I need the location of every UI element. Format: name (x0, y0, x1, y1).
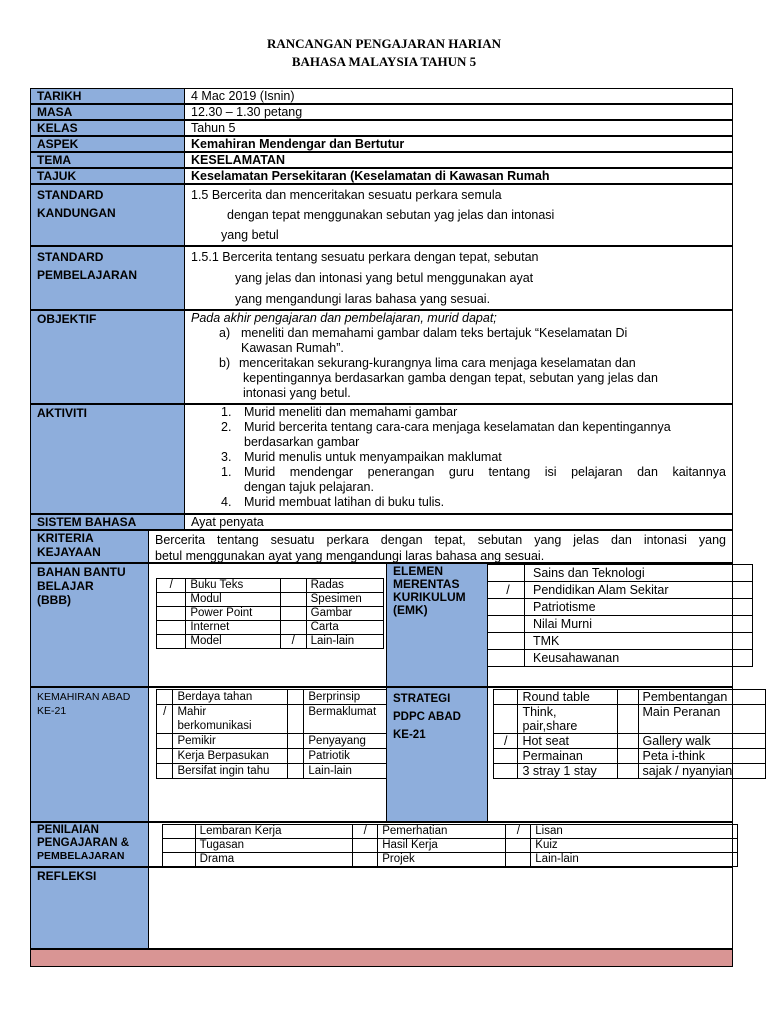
aktiviti-item-number: 3. (221, 450, 232, 464)
abad-option: Berprinsip (304, 690, 392, 705)
strategi-checkbox[interactable] (618, 734, 638, 749)
sk-line2: dengan tepat menggunakan sebutan yag jelas dan intonasi (227, 208, 555, 222)
abad-option: Bersifat ingin tahu (173, 764, 288, 779)
aktiviti-item-text: Murid meneliti dan memahami gambar (244, 405, 458, 419)
aktiviti-item (191, 450, 726, 465)
refleksi-label: REFLEKSI (30, 867, 149, 949)
abad-row (157, 749, 392, 764)
bbb-label-line2: BELAJAR (37, 579, 94, 593)
bbb-option: Spesimen (306, 593, 383, 607)
penilaian-checkbox[interactable]: / (506, 825, 531, 839)
bbb-option: Modul (186, 593, 281, 607)
emk-row (488, 633, 753, 650)
abad-label-line1: KEMAHIRAN ABAD (37, 691, 131, 703)
aktiviti-item-text: Murid bercerita tentang cara-cara menjaga keselamatan dan kepentingannya (244, 420, 671, 434)
sp-line2: yang jelas dan intonasi yang betul menggunakan ayat (235, 271, 534, 285)
strategi-row (494, 749, 766, 764)
penilaian-checkbox[interactable]: / (353, 825, 378, 839)
aktiviti-item-text: Murid mendengar penerangan guru tentang isi pelajaran dan kaitannya (244, 465, 726, 479)
abad-checkbox[interactable] (157, 734, 173, 749)
strategi-checkbox[interactable] (618, 764, 638, 779)
strategi-row (494, 764, 766, 779)
strategi-option: Permainan (518, 749, 618, 764)
abad-row (157, 734, 392, 749)
strategi-checkbox[interactable] (618, 749, 638, 764)
sk-label-line1: STANDARD (37, 188, 104, 202)
abad-checkbox[interactable]: / (157, 705, 173, 734)
aktiviti-item-number: 4. (221, 495, 232, 509)
penilaian-checkbox[interactable] (353, 839, 378, 853)
strategi-option: Gallery walk (638, 734, 765, 749)
sp-line3: yang mengandungi laras bahasa yang sesuai. (235, 292, 491, 306)
objektif-a-mark: a) (219, 326, 231, 340)
penilaian-option: Projek (378, 853, 506, 867)
tarikh-label: TARIKH (30, 88, 185, 104)
emk-label-line3: KURIKULUM (393, 590, 466, 604)
penilaian-label-line1: PENILAIAN (37, 824, 99, 836)
penilaian-checkbox[interactable] (163, 825, 196, 839)
penilaian-option: Pemerhatian (378, 825, 506, 839)
penilaian-row (163, 853, 738, 867)
objektif-b-mark: b) (219, 356, 231, 370)
aktiviti-item-number: 1. (221, 465, 232, 479)
aktiviti-item (191, 465, 726, 480)
abad-checkbox[interactable] (288, 705, 304, 734)
bbb-row (157, 607, 384, 621)
sp-label-line1: STANDARD (37, 250, 104, 264)
objektif-b-line1: menceritakan sekurang-kurangnya lima cara menjaga keselamatan dan (239, 356, 636, 370)
abad-option: Lain-lain (304, 764, 392, 779)
aktiviti-item-text: dengan tajuk pelajaran. (244, 480, 374, 494)
penilaian-option: Lain-lain (531, 853, 738, 867)
penilaian-checkbox[interactable] (353, 853, 378, 867)
aktiviti-value (184, 404, 733, 514)
abad-checkbox[interactable] (288, 749, 304, 764)
strategi-checkbox[interactable]: / (494, 734, 518, 749)
sp-label (30, 246, 185, 310)
emk-label-line2: MERENTAS (393, 577, 460, 591)
penilaian-option: Tugasan (195, 839, 353, 853)
strategi-label (386, 687, 488, 822)
penilaian-option: Lembaran Kerja (195, 825, 353, 839)
bbb-checkbox[interactable] (157, 621, 186, 635)
page-title: RANCANGAN PENGAJARAN HARIAN (267, 36, 501, 51)
abad-row (157, 690, 392, 705)
bbb-label-line1: BAHAN BANTU (37, 565, 126, 579)
emk-option: Nilai Murni (525, 616, 753, 633)
abad-option: Kerja Berpasukan (173, 749, 288, 764)
emk-table (487, 564, 753, 667)
kriteria-value (148, 530, 733, 563)
kriteria-label (30, 530, 149, 563)
objektif-a-line1: meneliti dan memahami gambar dalam teks bertajuk “Keselamatan Di (241, 326, 628, 340)
bbb-row (157, 635, 384, 649)
aktiviti-label: AKTIVITI (30, 404, 185, 514)
strategi-checkbox[interactable] (494, 690, 518, 705)
masa-value: 12.30 – 1.30 petang (184, 104, 733, 120)
strategi-row (494, 690, 766, 705)
penilaian-option: Hasil Kerja (378, 839, 506, 853)
aktiviti-item (191, 480, 726, 495)
abad-option: Mahir berkomunikasi (173, 705, 288, 734)
strategi-option: 3 stray 1 stay (518, 764, 618, 779)
sk-label (30, 184, 185, 246)
objektif-b-line3: intonasi yang betul. (243, 386, 351, 400)
bbb-label (30, 563, 149, 687)
sk-line1: 1.5 Bercerita dan menceritakan sesuatu perkara semula (191, 188, 502, 202)
bbb-option: Power Point (186, 607, 281, 621)
penilaian-option: Lisan (531, 825, 738, 839)
aktiviti-list (191, 405, 726, 510)
strategi-checkbox[interactable] (494, 764, 518, 779)
penilaian-row (163, 825, 738, 839)
bbb-row (157, 621, 384, 635)
strategi-checkbox[interactable] (494, 705, 518, 734)
sk-label-line2: KANDUNGAN (37, 206, 116, 220)
penilaian-label-line3: PEMBELAJARAN (37, 850, 125, 862)
aktiviti-item (191, 435, 726, 450)
strategi-checkbox[interactable] (494, 749, 518, 764)
aktiviti-item-text: Murid membuat latihan di buku tulis. (244, 495, 445, 509)
footer-band (30, 949, 733, 967)
emk-option: Pendidikan Alam Sekitar (525, 582, 753, 599)
bbb-checkbox[interactable] (157, 607, 186, 621)
strategi-label-line3: KE-21 (393, 729, 426, 741)
sk-value (184, 184, 733, 246)
sp-value (184, 246, 733, 310)
emk-option: Patriotisme (525, 599, 753, 616)
emk-label-line4: (EMK) (393, 603, 428, 617)
strategi-row (494, 734, 766, 749)
penilaian-checkbox[interactable] (506, 839, 531, 853)
objektif-b-line2: kepentingannya berdasarkan gamba dengan tepat, sebutan yang jelas dan (243, 371, 658, 385)
emk-row (488, 565, 753, 582)
sp-line1: 1.5.1 Bercerita tentang sesuatu perkara dengan tepat, sebutan (191, 250, 539, 264)
bbb-option: Internet (186, 621, 281, 635)
sk-line3: yang betul (221, 228, 279, 242)
penilaian-checkbox[interactable] (163, 839, 196, 853)
penilaian-row (163, 839, 738, 853)
objektif-intro: Pada akhir pengajaran dan pembelajaran, murid dapat; (191, 311, 497, 325)
abad-checkbox[interactable] (157, 749, 173, 764)
bbb-option: Buku Teks (186, 579, 281, 593)
kelas-value: Tahun 5 (184, 120, 733, 136)
abad-checkbox[interactable] (157, 690, 173, 705)
bbb-checkbox[interactable] (157, 593, 186, 607)
tajuk-value: Keselamatan Persekitaran (Keselamatan di Kawasan Rumah (184, 168, 733, 184)
strategi-option: Hot seat (518, 734, 618, 749)
abad-label-line2: KE-21 (37, 705, 67, 717)
bbb-checkbox[interactable] (280, 579, 306, 593)
objektif-a-line2: Kawasan Rumah”. (241, 341, 344, 355)
sistem-label: SISTEM BAHASA (30, 514, 185, 530)
tema-label: TEMA (30, 152, 185, 168)
sistem-value: Ayat penyata (184, 514, 733, 530)
penilaian-option: Drama (195, 853, 353, 867)
bbb-table (156, 578, 384, 649)
aspek-label: ASPEK (30, 136, 185, 152)
abad-row (157, 764, 392, 779)
abad-row (157, 705, 392, 734)
kelas-label: KELAS (30, 120, 185, 136)
kriteria-label-line2: KEJAYAAN (37, 545, 101, 559)
penilaian-checkbox[interactable] (163, 853, 196, 867)
bbb-row (157, 593, 384, 607)
aktiviti-item (191, 405, 726, 420)
emk-checkbox[interactable] (488, 650, 525, 667)
bbb-checkbox[interactable]: / (280, 635, 306, 649)
abad-table (156, 689, 392, 779)
aktiviti-item (191, 420, 726, 435)
penilaian-table (162, 824, 738, 867)
bbb-option: Carta (306, 621, 383, 635)
emk-label-line1: ELEMEN (393, 564, 444, 578)
abad-option: Bermaklumat (304, 705, 392, 734)
objektif-value (184, 310, 733, 404)
strategi-option: sajak / nyanyian (638, 764, 765, 779)
tarikh-value: 4 Mac 2019 (Isnin) (184, 88, 733, 104)
strategi-option: Peta i-think (638, 749, 765, 764)
abad-option: Penyayang (304, 734, 392, 749)
refleksi-area[interactable] (148, 867, 733, 949)
bbb-option: Gambar (306, 607, 383, 621)
strategi-option: Round table (518, 690, 618, 705)
aktiviti-item-number: 1. (221, 405, 232, 419)
bbb-option: Radas (306, 579, 383, 593)
penilaian-label (30, 822, 149, 867)
masa-label: MASA (30, 104, 185, 120)
abad-option: Patriotik (304, 749, 392, 764)
penilaian-option: Kuiz (531, 839, 738, 853)
page-subtitle: BAHASA MALAYSIA TAHUN 5 (291, 54, 477, 69)
aktiviti-item-text: Murid menulis untuk menyampaikan maklumat (244, 450, 502, 464)
penilaian-checkbox[interactable] (506, 853, 531, 867)
bbb-checkbox[interactable]: / (157, 579, 186, 593)
kriteria-line1: Bercerita tentang sesuatu perkara dengan tepat, sebutan yang jelas dan intonasi yang (155, 533, 726, 547)
emk-checkbox[interactable] (488, 599, 525, 616)
bbb-checkbox[interactable] (280, 621, 306, 635)
tajuk-label: TAJUK (30, 168, 185, 184)
objektif-label: OBJEKTIF (30, 310, 185, 404)
abad-checkbox[interactable] (288, 764, 304, 779)
strategi-label-line1: STRATEGI (393, 693, 451, 705)
strategi-label-line2: PDPC ABAD (393, 711, 461, 723)
emk-row (488, 616, 753, 633)
emk-row (488, 582, 753, 599)
emk-checkbox[interactable] (488, 616, 525, 633)
strategi-option: Main Peranan (638, 705, 765, 734)
abad-checkbox[interactable] (288, 734, 304, 749)
sp-label-line2: PEMBELAJARAN (37, 268, 138, 282)
emk-option: Keusahawanan (525, 650, 753, 667)
strategi-option: Pembentangan (638, 690, 765, 705)
penilaian-label-line2: PENGAJARAN & (37, 837, 130, 849)
abad-option: Berdaya tahan (173, 690, 288, 705)
bbb-label-line3: (BBB) (37, 593, 71, 607)
abad-option: Pemikir (173, 734, 288, 749)
abad-checkbox[interactable] (157, 764, 173, 779)
bbb-option: Lain-lain (306, 635, 383, 649)
bbb-option: Model (186, 635, 281, 649)
strategi-option: Think, pair,share (518, 705, 618, 734)
bbb-row (157, 579, 384, 593)
aktiviti-item-text: berdasarkan gambar (244, 435, 360, 449)
kriteria-line2: betul menggunakan ayat yang mengandungi laras bahasa ang sesuai. (155, 549, 545, 563)
aktiviti-item (191, 495, 726, 510)
bbb-checkbox[interactable] (280, 607, 306, 621)
emk-option: Sains dan Teknologi (525, 565, 753, 582)
tema-value: KESELAMATAN (184, 152, 733, 168)
bbb-checkbox[interactable] (280, 593, 306, 607)
strategi-checkbox[interactable] (618, 705, 638, 734)
emk-checkbox[interactable] (488, 565, 525, 582)
strategi-table (493, 689, 766, 779)
aktiviti-item-number: 2. (221, 420, 232, 434)
strategi-row (494, 705, 766, 734)
emk-option: TMK (525, 633, 753, 650)
kriteria-label-line1: KRITERIA (37, 531, 94, 545)
strategi-checkbox[interactable] (618, 690, 638, 705)
emk-row (488, 650, 753, 667)
abad-label (30, 687, 149, 822)
emk-row (488, 599, 753, 616)
emk-checkbox[interactable] (488, 633, 525, 650)
emk-label (386, 563, 488, 687)
bbb-checkbox[interactable] (157, 635, 186, 649)
emk-checkbox[interactable]: / (488, 582, 525, 599)
aspek-value: Kemahiran Mendengar dan Bertutur (184, 136, 733, 152)
abad-checkbox[interactable] (288, 690, 304, 705)
